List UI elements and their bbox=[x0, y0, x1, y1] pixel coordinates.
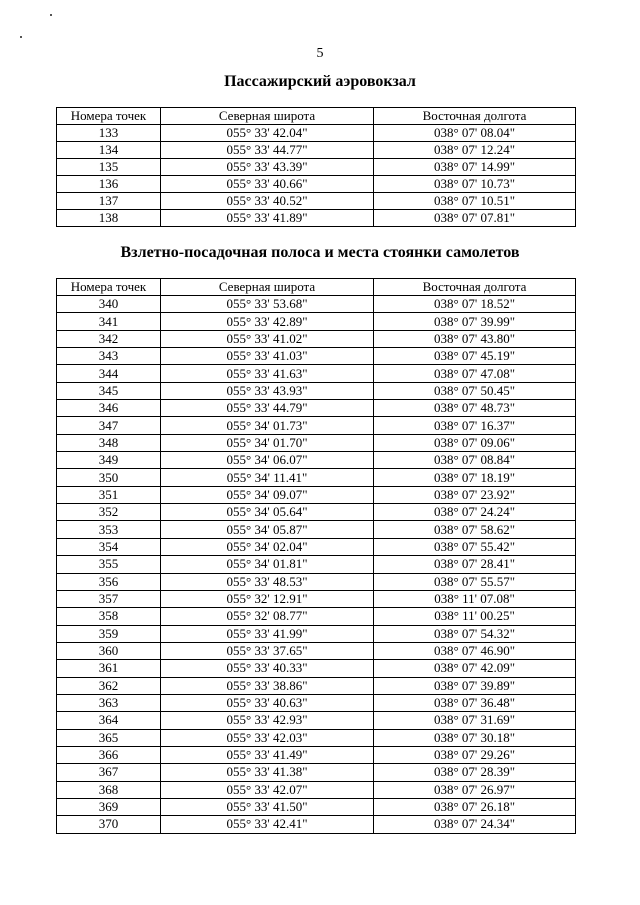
east-longitude-cell: 038° 07' 55.57" bbox=[374, 573, 576, 590]
north-latitude-cell: 055° 33' 43.39" bbox=[161, 159, 374, 176]
table-row bbox=[57, 142, 576, 159]
east-longitude-cell: 038° 07' 55.42" bbox=[374, 538, 576, 555]
point-number-cell: 360 bbox=[57, 642, 161, 659]
point-number-cell: 370 bbox=[57, 816, 161, 833]
column-header-point-number: Номера точек bbox=[57, 279, 161, 296]
point-number-cell: 345 bbox=[57, 382, 161, 399]
point-number-cell: 137 bbox=[57, 193, 161, 210]
table-header-row bbox=[57, 279, 576, 296]
north-latitude-cell: 055° 34' 01.70" bbox=[161, 434, 374, 451]
point-number-cell: 354 bbox=[57, 538, 161, 555]
point-number-cell: 369 bbox=[57, 798, 161, 815]
table-row bbox=[57, 125, 576, 142]
east-longitude-cell: 038° 07' 28.39" bbox=[374, 764, 576, 781]
table-row bbox=[57, 746, 576, 763]
point-number-cell: 138 bbox=[57, 210, 161, 227]
point-number-cell: 343 bbox=[57, 348, 161, 365]
column-header-north-latitude: Северная широта bbox=[161, 108, 374, 125]
table-row bbox=[57, 608, 576, 625]
north-latitude-cell: 055° 33' 48.53" bbox=[161, 573, 374, 590]
column-header-east-longitude: Восточная долгота bbox=[374, 279, 576, 296]
east-longitude-cell: 038° 07' 42.09" bbox=[374, 660, 576, 677]
east-longitude-cell: 038° 07' 54.32" bbox=[374, 625, 576, 642]
point-number-cell: 358 bbox=[57, 608, 161, 625]
point-number-cell: 361 bbox=[57, 660, 161, 677]
east-longitude-cell: 038° 07' 46.90" bbox=[374, 642, 576, 659]
point-number-cell: 363 bbox=[57, 694, 161, 711]
table-row bbox=[57, 521, 576, 538]
east-longitude-cell: 038° 07' 50.45" bbox=[374, 382, 576, 399]
east-longitude-cell: 038° 07' 58.62" bbox=[374, 521, 576, 538]
north-latitude-cell: 055° 33' 42.41" bbox=[161, 816, 374, 833]
north-latitude-cell: 055° 34' 01.73" bbox=[161, 417, 374, 434]
east-longitude-cell: 038° 07' 36.48" bbox=[374, 694, 576, 711]
table-row bbox=[57, 660, 576, 677]
scan-speck bbox=[50, 14, 52, 16]
east-longitude-cell: 038° 07' 29.26" bbox=[374, 746, 576, 763]
east-longitude-cell: 038° 07' 24.24" bbox=[374, 504, 576, 521]
east-longitude-cell: 038° 07' 31.69" bbox=[374, 712, 576, 729]
north-latitude-cell: 055° 33' 44.79" bbox=[161, 400, 374, 417]
east-longitude-cell: 038° 07' 18.52" bbox=[374, 296, 576, 313]
north-latitude-cell: 055° 33' 38.86" bbox=[161, 677, 374, 694]
east-longitude-cell: 038° 07' 07.81" bbox=[374, 210, 576, 227]
north-latitude-cell: 055° 33' 37.65" bbox=[161, 642, 374, 659]
north-latitude-cell: 055° 33' 42.04" bbox=[161, 125, 374, 142]
north-latitude-cell: 055° 33' 41.63" bbox=[161, 365, 374, 382]
column-header-north-latitude: Северная широта bbox=[161, 279, 374, 296]
point-number-cell: 349 bbox=[57, 452, 161, 469]
point-number-cell: 340 bbox=[57, 296, 161, 313]
east-longitude-cell: 038° 07' 39.99" bbox=[374, 313, 576, 330]
east-longitude-cell: 038° 07' 39.89" bbox=[374, 677, 576, 694]
runway-coordinates-table bbox=[56, 278, 576, 834]
east-longitude-cell: 038° 07' 47.08" bbox=[374, 365, 576, 382]
point-number-cell: 362 bbox=[57, 677, 161, 694]
point-number-cell: 359 bbox=[57, 625, 161, 642]
point-number-cell: 341 bbox=[57, 313, 161, 330]
north-latitude-cell: 055° 33' 41.03" bbox=[161, 348, 374, 365]
section-title-runway-and-aircraft-stands: Взлетно-посадочная полоса и места стоянки самолетов bbox=[120, 244, 520, 261]
column-header-point-number: Номера точек bbox=[57, 108, 161, 125]
east-longitude-cell: 038° 07' 18.19" bbox=[374, 469, 576, 486]
north-latitude-cell: 055° 34' 09.07" bbox=[161, 486, 374, 503]
point-number-cell: 368 bbox=[57, 781, 161, 798]
point-number-cell: 356 bbox=[57, 573, 161, 590]
north-latitude-cell: 055° 32' 12.91" bbox=[161, 590, 374, 607]
east-longitude-cell: 038° 07' 08.84" bbox=[374, 452, 576, 469]
north-latitude-cell: 055° 32' 08.77" bbox=[161, 608, 374, 625]
east-longitude-cell: 038° 11' 00.25" bbox=[374, 608, 576, 625]
point-number-cell: 136 bbox=[57, 176, 161, 193]
north-latitude-cell: 055° 33' 43.93" bbox=[161, 382, 374, 399]
east-longitude-cell: 038° 07' 08.04" bbox=[374, 125, 576, 142]
point-number-cell: 355 bbox=[57, 556, 161, 573]
table-row bbox=[57, 400, 576, 417]
table-row bbox=[57, 365, 576, 382]
north-latitude-cell: 055° 33' 44.77" bbox=[161, 142, 374, 159]
passenger-terminal-coordinates-table bbox=[56, 107, 576, 227]
north-latitude-cell: 055° 34' 05.64" bbox=[161, 504, 374, 521]
east-longitude-cell: 038° 07' 48.73" bbox=[374, 400, 576, 417]
north-latitude-cell: 055° 33' 41.49" bbox=[161, 746, 374, 763]
east-longitude-cell: 038° 07' 23.92" bbox=[374, 486, 576, 503]
east-longitude-cell: 038° 07' 28.41" bbox=[374, 556, 576, 573]
table-row bbox=[57, 590, 576, 607]
east-longitude-cell: 038° 11' 07.08" bbox=[374, 590, 576, 607]
section-title-passenger-terminal: Пассажирский аэровокзал bbox=[224, 73, 416, 90]
table-row bbox=[57, 694, 576, 711]
north-latitude-cell: 055° 33' 40.63" bbox=[161, 694, 374, 711]
east-longitude-cell: 038° 07' 10.51" bbox=[374, 193, 576, 210]
east-longitude-cell: 038° 07' 26.18" bbox=[374, 798, 576, 815]
north-latitude-cell: 055° 33' 42.03" bbox=[161, 729, 374, 746]
table-row bbox=[57, 573, 576, 590]
point-number-cell: 133 bbox=[57, 125, 161, 142]
table-row bbox=[57, 504, 576, 521]
point-number-cell: 351 bbox=[57, 486, 161, 503]
north-latitude-cell: 055° 34' 02.04" bbox=[161, 538, 374, 555]
north-latitude-cell: 055° 33' 41.50" bbox=[161, 798, 374, 815]
point-number-cell: 350 bbox=[57, 469, 161, 486]
north-latitude-cell: 055° 34' 11.41" bbox=[161, 469, 374, 486]
north-latitude-cell: 055° 33' 42.89" bbox=[161, 313, 374, 330]
point-number-cell: 367 bbox=[57, 764, 161, 781]
scan-speck bbox=[20, 36, 22, 38]
point-number-cell: 342 bbox=[57, 330, 161, 347]
table-row bbox=[57, 486, 576, 503]
north-latitude-cell: 055° 33' 40.33" bbox=[161, 660, 374, 677]
north-latitude-cell: 055° 33' 41.89" bbox=[161, 210, 374, 227]
table-row bbox=[57, 193, 576, 210]
table-row bbox=[57, 176, 576, 193]
north-latitude-cell: 055° 33' 42.07" bbox=[161, 781, 374, 798]
table-row bbox=[57, 417, 576, 434]
table-row bbox=[57, 556, 576, 573]
east-longitude-cell: 038° 07' 30.18" bbox=[374, 729, 576, 746]
table-row bbox=[57, 764, 576, 781]
table-row bbox=[57, 159, 576, 176]
table-row bbox=[57, 538, 576, 555]
point-number-cell: 135 bbox=[57, 159, 161, 176]
east-longitude-cell: 038° 07' 24.34" bbox=[374, 816, 576, 833]
east-longitude-cell: 038° 07' 10.73" bbox=[374, 176, 576, 193]
table-row bbox=[57, 642, 576, 659]
east-longitude-cell: 038° 07' 26.97" bbox=[374, 781, 576, 798]
table-row bbox=[57, 625, 576, 642]
point-number-cell: 365 bbox=[57, 729, 161, 746]
north-latitude-cell: 055° 34' 06.07" bbox=[161, 452, 374, 469]
north-latitude-cell: 055° 33' 41.02" bbox=[161, 330, 374, 347]
table-row bbox=[57, 434, 576, 451]
table-row bbox=[57, 816, 576, 833]
table-row bbox=[57, 313, 576, 330]
page-number: 5 bbox=[316, 46, 324, 61]
table-row bbox=[57, 798, 576, 815]
table-row bbox=[57, 781, 576, 798]
point-number-cell: 346 bbox=[57, 400, 161, 417]
north-latitude-cell: 055° 33' 41.99" bbox=[161, 625, 374, 642]
east-longitude-cell: 038° 07' 09.06" bbox=[374, 434, 576, 451]
table-row bbox=[57, 712, 576, 729]
table-row bbox=[57, 296, 576, 313]
north-latitude-cell: 055° 33' 40.52" bbox=[161, 193, 374, 210]
east-longitude-cell: 038° 07' 43.80" bbox=[374, 330, 576, 347]
point-number-cell: 353 bbox=[57, 521, 161, 538]
east-longitude-cell: 038° 07' 14.99" bbox=[374, 159, 576, 176]
table-row bbox=[57, 677, 576, 694]
point-number-cell: 344 bbox=[57, 365, 161, 382]
column-header-east-longitude: Восточная долгота bbox=[374, 108, 576, 125]
north-latitude-cell: 055° 33' 53.68" bbox=[161, 296, 374, 313]
point-number-cell: 134 bbox=[57, 142, 161, 159]
table-row bbox=[57, 382, 576, 399]
table-header-row bbox=[57, 108, 576, 125]
north-latitude-cell: 055° 33' 40.66" bbox=[161, 176, 374, 193]
east-longitude-cell: 038° 07' 16.37" bbox=[374, 417, 576, 434]
north-latitude-cell: 055° 34' 05.87" bbox=[161, 521, 374, 538]
point-number-cell: 347 bbox=[57, 417, 161, 434]
point-number-cell: 352 bbox=[57, 504, 161, 521]
point-number-cell: 364 bbox=[57, 712, 161, 729]
table-row bbox=[57, 729, 576, 746]
table-row bbox=[57, 210, 576, 227]
north-latitude-cell: 055° 33' 41.38" bbox=[161, 764, 374, 781]
table-row bbox=[57, 330, 576, 347]
point-number-cell: 366 bbox=[57, 746, 161, 763]
east-longitude-cell: 038° 07' 12.24" bbox=[374, 142, 576, 159]
north-latitude-cell: 055° 33' 42.93" bbox=[161, 712, 374, 729]
table-row bbox=[57, 452, 576, 469]
point-number-cell: 357 bbox=[57, 590, 161, 607]
point-number-cell: 348 bbox=[57, 434, 161, 451]
table-row bbox=[57, 348, 576, 365]
east-longitude-cell: 038° 07' 45.19" bbox=[374, 348, 576, 365]
north-latitude-cell: 055° 34' 01.81" bbox=[161, 556, 374, 573]
table-row bbox=[57, 469, 576, 486]
